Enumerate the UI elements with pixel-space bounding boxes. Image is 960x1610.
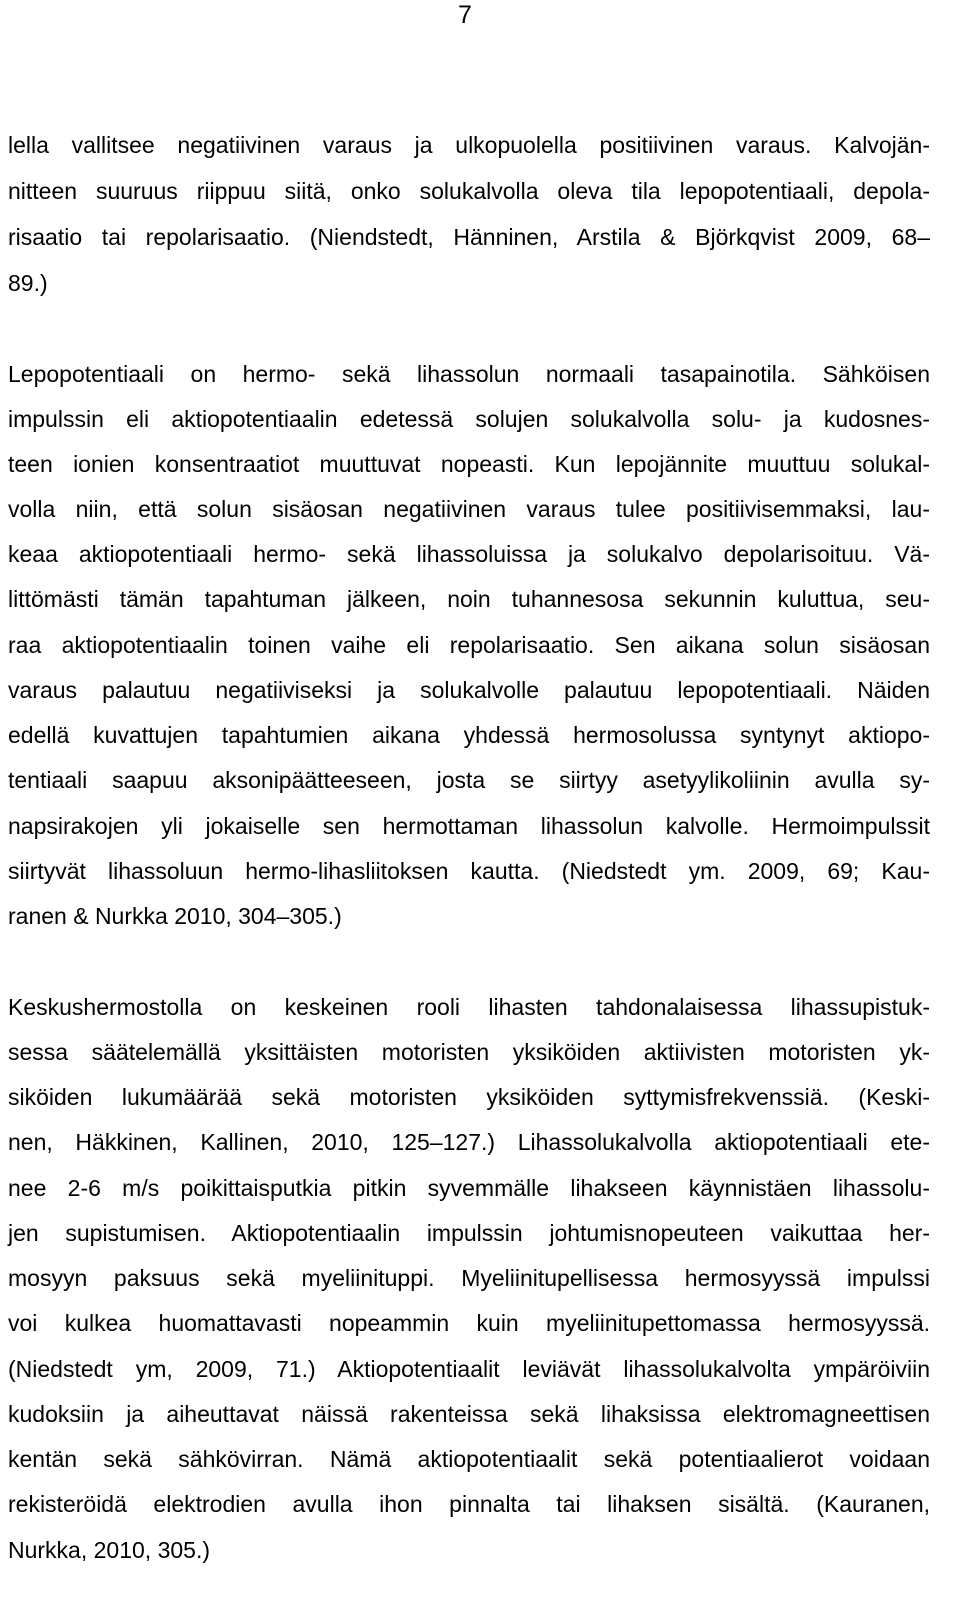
text-line: keaa aktiopotentiaali hermo- sekä lihassoluissa ja solukalvo depolarisoituu. Vä- xyxy=(8,541,930,567)
text-line: lella vallitsee negatiivinen varaus ja ulkopuolella positiivinen varaus. Kalvojän- xyxy=(8,132,930,158)
text-line: mosyyn paksuus sekä myeliinituppi. Myeliinitupellisessa hermosyyssä impulssi xyxy=(8,1265,930,1291)
text-line: Lepopotentiaali on hermo- sekä lihassolun normaali tasapainotila. Sähköisen xyxy=(8,361,930,387)
text-line: nen, Häkkinen, Kallinen, 2010, 125–127.) Lihassolukalvolla aktiopotentiaali ete- xyxy=(8,1129,930,1155)
text-line: sessa säätelemällä yksittäisten motoristen yksiköiden aktiivisten motoristen yk- xyxy=(8,1039,930,1065)
text-line: 89.) xyxy=(8,270,48,296)
text-line: siköiden lukumäärää sekä motoristen yksiköiden syttymisfrekvenssiä. (Keski- xyxy=(8,1084,930,1110)
text-line: raa aktiopotentiaalin toinen vaihe eli repolarisaatio. Sen aikana solun sisäosan xyxy=(8,632,930,658)
text-line: kudoksiin ja aiheuttavat näissä rakenteissa sekä lihaksissa elektromagneettisen xyxy=(8,1401,930,1427)
text-line: nee 2-6 m/s poikittaisputkia pitkin syvemmälle lihakseen käynnistäen lihassolu- xyxy=(8,1175,930,1201)
text-line: napsirakojen yli jokaiselle sen hermottaman lihassolun kalvolle. Hermoimpulssit xyxy=(8,813,930,839)
text-line: siirtyvät lihassoluun hermo-lihasliitoksen kautta. (Niedstedt ym. 2009, 69; Kau- xyxy=(8,858,930,884)
text-line: nitteen suuruus riippuu siitä, onko solukalvolla oleva tila lepopotentiaali, depola- xyxy=(8,178,930,204)
text-line: tentiaali saapuu aksonipäätteeseen, josta se siirtyy asetyylikoliinin avulla sy- xyxy=(8,767,930,793)
text-line: varaus palautuu negatiiviseksi ja solukalvolle palautuu lepopotentiaali. Näiden xyxy=(8,677,930,703)
text-line: rekisteröidä elektrodien avulla ihon pinnalta tai lihaksen sisältä. (Kauranen, xyxy=(8,1491,930,1517)
text-line: jen supistumisen. Aktiopotentiaalin impulssin johtumisnopeuteen vaikuttaa her- xyxy=(8,1220,930,1246)
text-line: Keskushermostolla on keskeinen rooli lihasten tahdonalaisessa lihassupistuk- xyxy=(8,994,930,1020)
text-line: risaatio tai repolarisaatio. (Niendstedt, Hänninen, Arstila & Björkqvist 2009, 68– xyxy=(8,224,930,250)
text-line: voi kulkea huomattavasti nopeammin kuin myeliinitupettomassa hermosyyssä. xyxy=(8,1310,930,1336)
text-line: littömästi tämän tapahtuman jälkeen, noin tuhannesosa sekunnin kuluttua, seu- xyxy=(8,586,930,612)
page-number: 7 xyxy=(458,1,472,29)
text-line: ranen & Nurkka 2010, 304–305.) xyxy=(8,903,342,929)
text-line: volla niin, että solun sisäosan negatiivinen varaus tulee positiivisemmaksi, lau- xyxy=(8,496,930,522)
text-line: teen ionien konsentraatiot muuttuvat nopeasti. Kun lepojännite muuttuu solukal- xyxy=(8,451,930,477)
text-line: (Niedstedt ym, 2009, 71.) Aktiopotentiaalit leviävät lihassolukalvolta ympäröiviin xyxy=(8,1356,930,1382)
text-line: impulssin eli aktiopotentiaalin edetessä solujen solukalvolla solu- ja kudosnes- xyxy=(8,406,930,432)
text-line: Nurkka, 2010, 305.) xyxy=(8,1537,211,1563)
text-line: edellä kuvattujen tapahtumien aikana yhdessä hermosolussa syntynyt aktiopo- xyxy=(8,722,930,748)
text-line: kentän sekä sähkövirran. Nämä aktiopotentiaalit sekä potentiaalierot voidaan xyxy=(8,1446,930,1472)
